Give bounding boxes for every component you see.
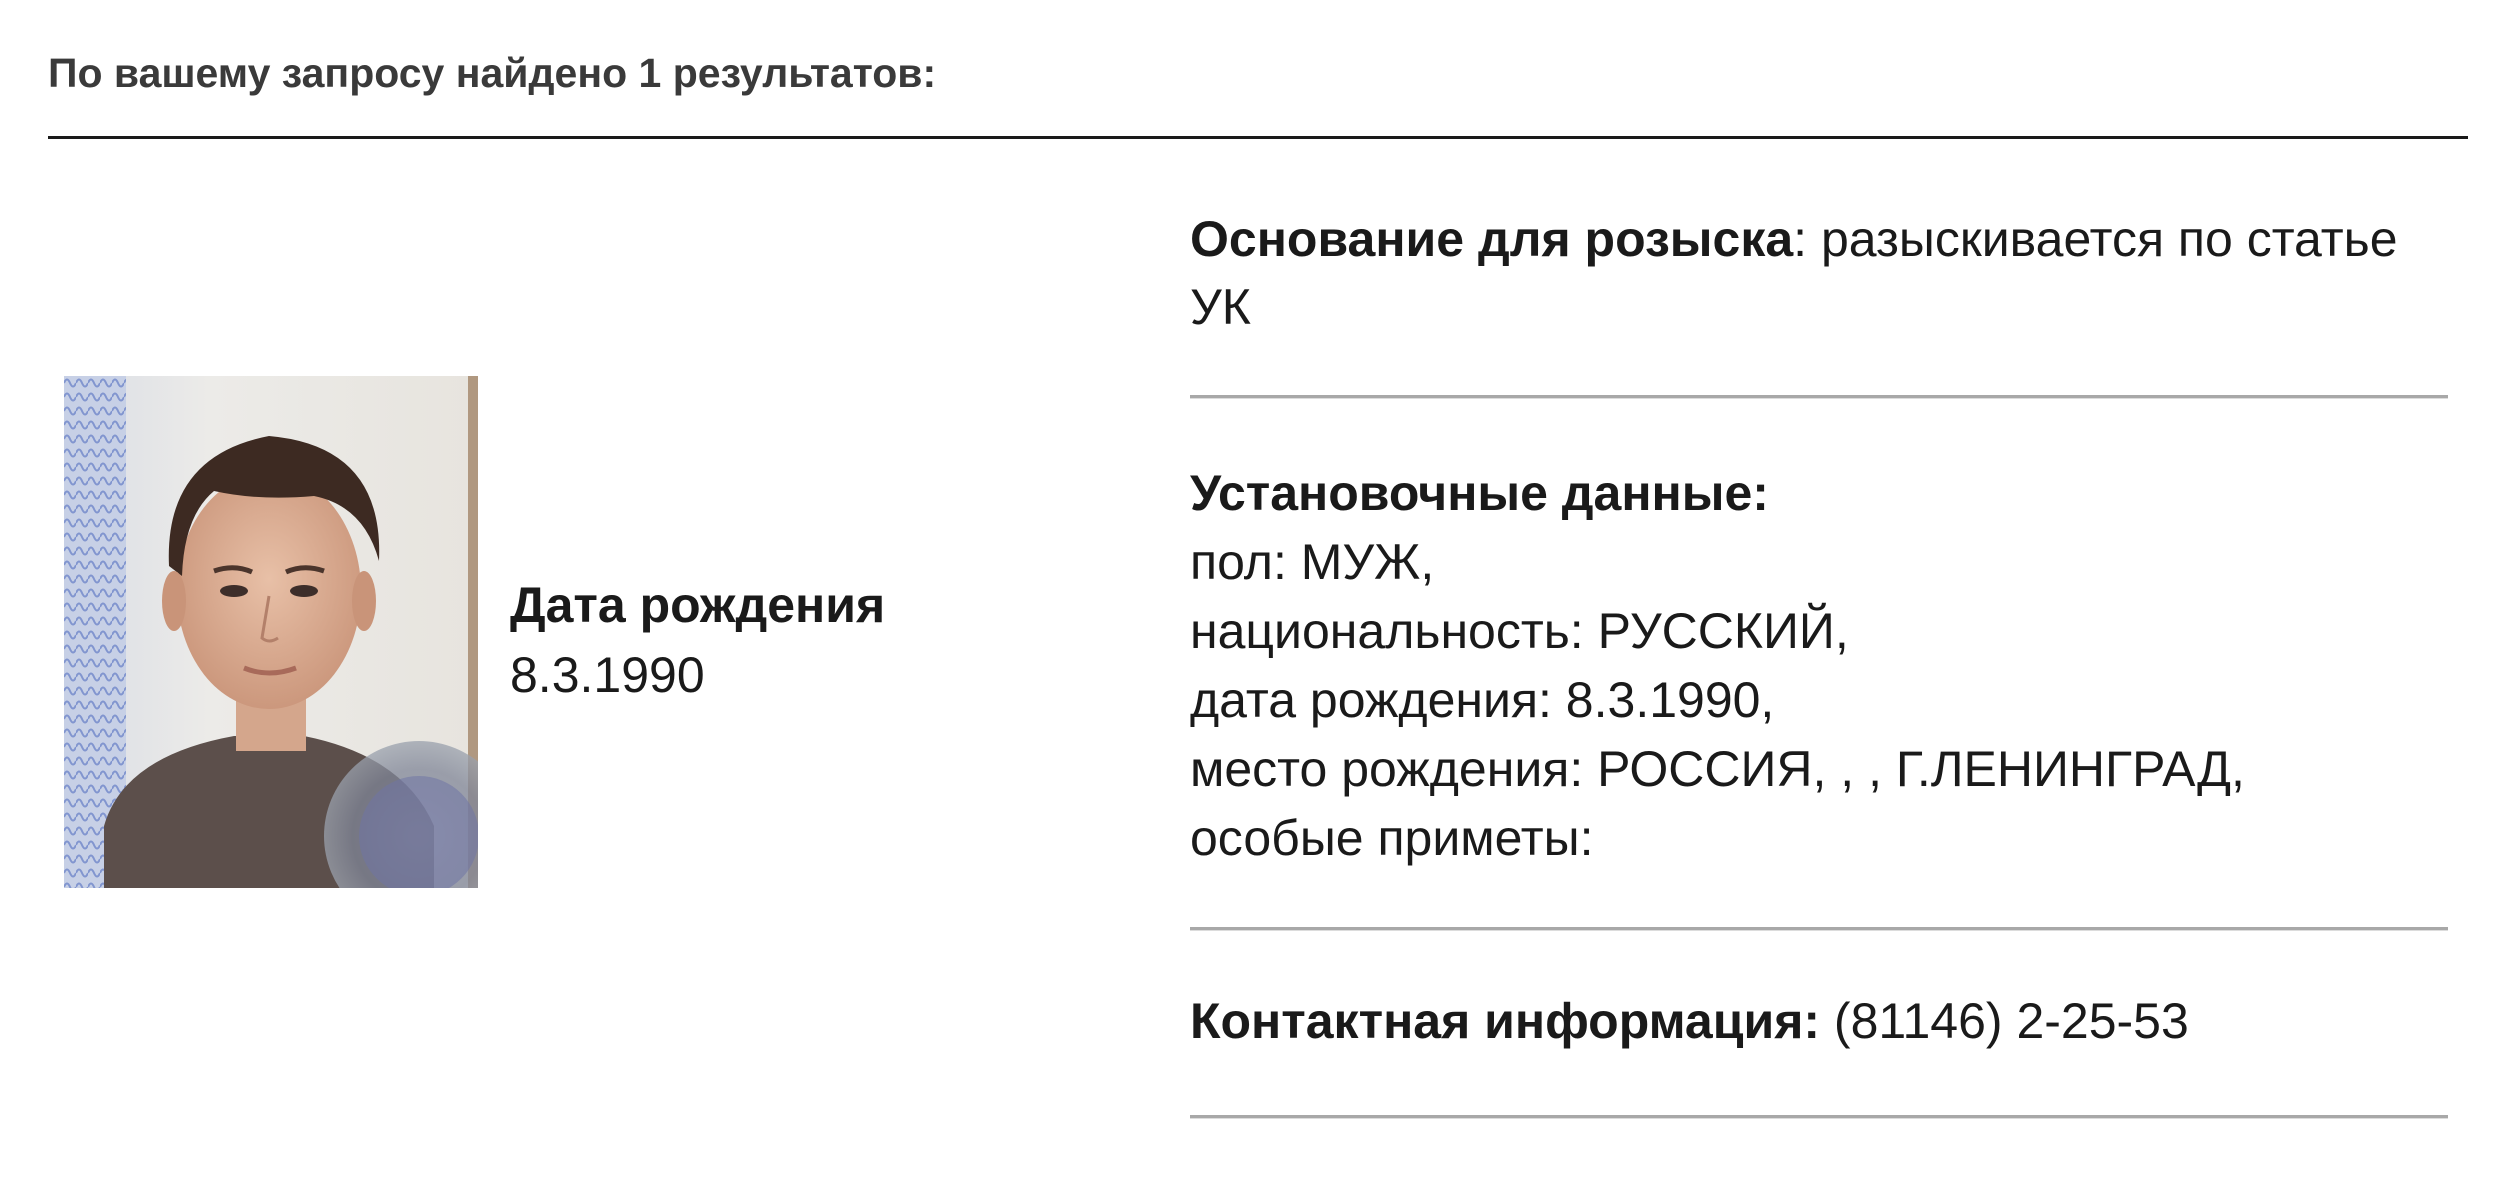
ident-line-sex: пол: МУЖ,	[1190, 534, 1435, 590]
identification-data	[1190, 459, 2450, 873]
results-count-heading: По вашему запросу найдено 1 результатов:	[48, 50, 937, 96]
section-divider	[1190, 1115, 2448, 1119]
ident-line-birth-date: дата рождения: 8.3.1990,	[1190, 672, 1775, 728]
person-photo	[64, 376, 478, 888]
birth-date-label: Дата рождения	[510, 577, 886, 633]
wanted-reason-value: : разыскивается по статье УК	[1190, 211, 2398, 335]
wanted-reason-label: Основание для розыска	[1190, 211, 1794, 267]
wanted-reason	[1190, 205, 2450, 341]
ident-line-birth-place: место рождения: РОССИЯ, , , Г.ЛЕНИНГРАД,	[1190, 741, 2245, 797]
identification-label: Установочные данные:	[1190, 465, 1769, 521]
section-divider	[1190, 927, 2448, 931]
birth-date-summary	[510, 570, 885, 710]
header-divider	[48, 136, 2468, 139]
contact-phone: (81146) 2-25-53	[1820, 993, 2189, 1049]
birth-date-value: 8.3.1990	[510, 647, 705, 703]
wanted-details	[1190, 205, 2450, 1119]
ident-line-special-marks: особые приметы:	[1190, 810, 1594, 866]
contact-label: Контактная информация:	[1190, 993, 1821, 1049]
contact-info	[1190, 987, 2450, 1055]
ident-line-nationality: национальность: РУССКИЙ,	[1190, 603, 1849, 659]
person-portrait-icon	[64, 376, 478, 888]
section-divider	[1190, 395, 2448, 399]
